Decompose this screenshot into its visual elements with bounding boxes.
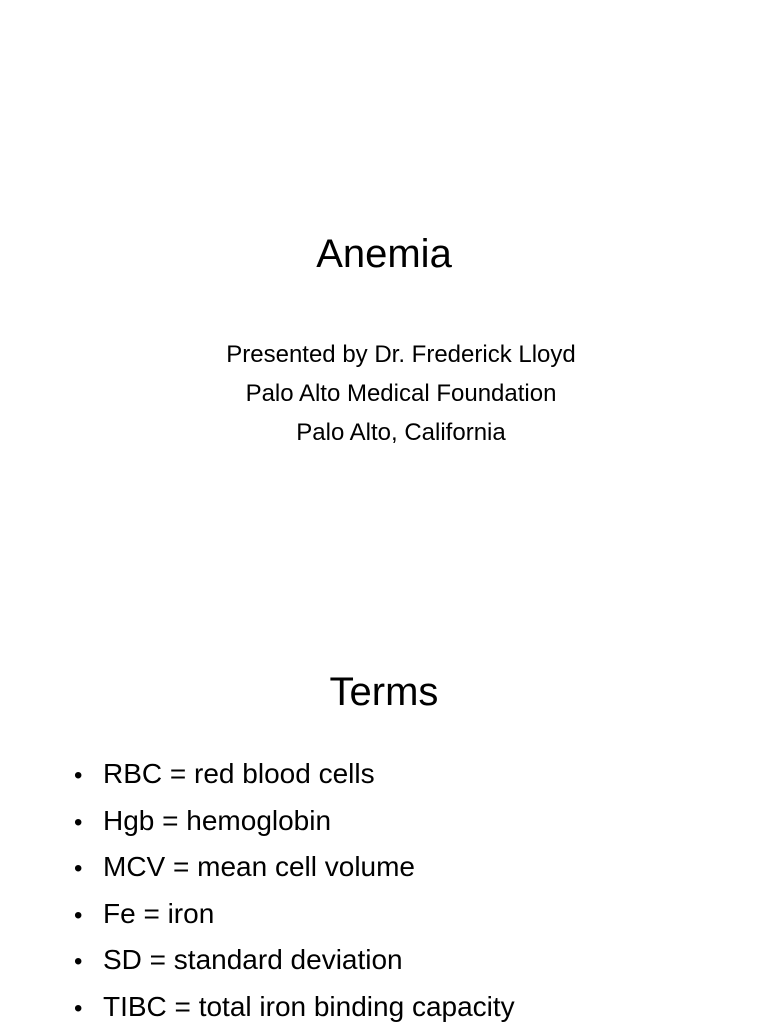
presenter-info	[17, 335, 768, 452]
list-item	[74, 752, 515, 799]
bullet-icon: •	[74, 940, 103, 985]
slide-title: Terms	[0, 668, 768, 716]
term-text: MCV = mean cell volume	[103, 845, 415, 890]
bullet-icon: •	[74, 894, 103, 939]
slide-title: Anemia	[0, 230, 768, 278]
bullet-icon: •	[74, 801, 103, 846]
organization-line: Palo Alto Medical Foundation	[17, 374, 768, 413]
location-line: Palo Alto, California	[17, 413, 768, 452]
bullet-icon: •	[74, 847, 103, 892]
terms-list	[74, 752, 515, 1031]
term-text: RBC = red blood cells	[103, 752, 375, 797]
bullet-icon: •	[74, 754, 103, 799]
bullet-icon: •	[74, 987, 103, 1031]
term-text: Hgb = hemoglobin	[103, 799, 331, 844]
list-item	[74, 938, 515, 985]
list-item	[74, 892, 515, 939]
title-slide	[0, 0, 768, 512]
term-text: TIBC = total iron binding capacity	[103, 985, 515, 1030]
term-text: SD = standard deviation	[103, 938, 403, 983]
term-text: Fe = iron	[103, 892, 214, 937]
terms-slide	[0, 512, 768, 1024]
list-item	[74, 985, 515, 1031]
presenter-line: Presented by Dr. Frederick Lloyd	[17, 335, 768, 374]
list-item	[74, 799, 515, 846]
list-item	[74, 845, 515, 892]
